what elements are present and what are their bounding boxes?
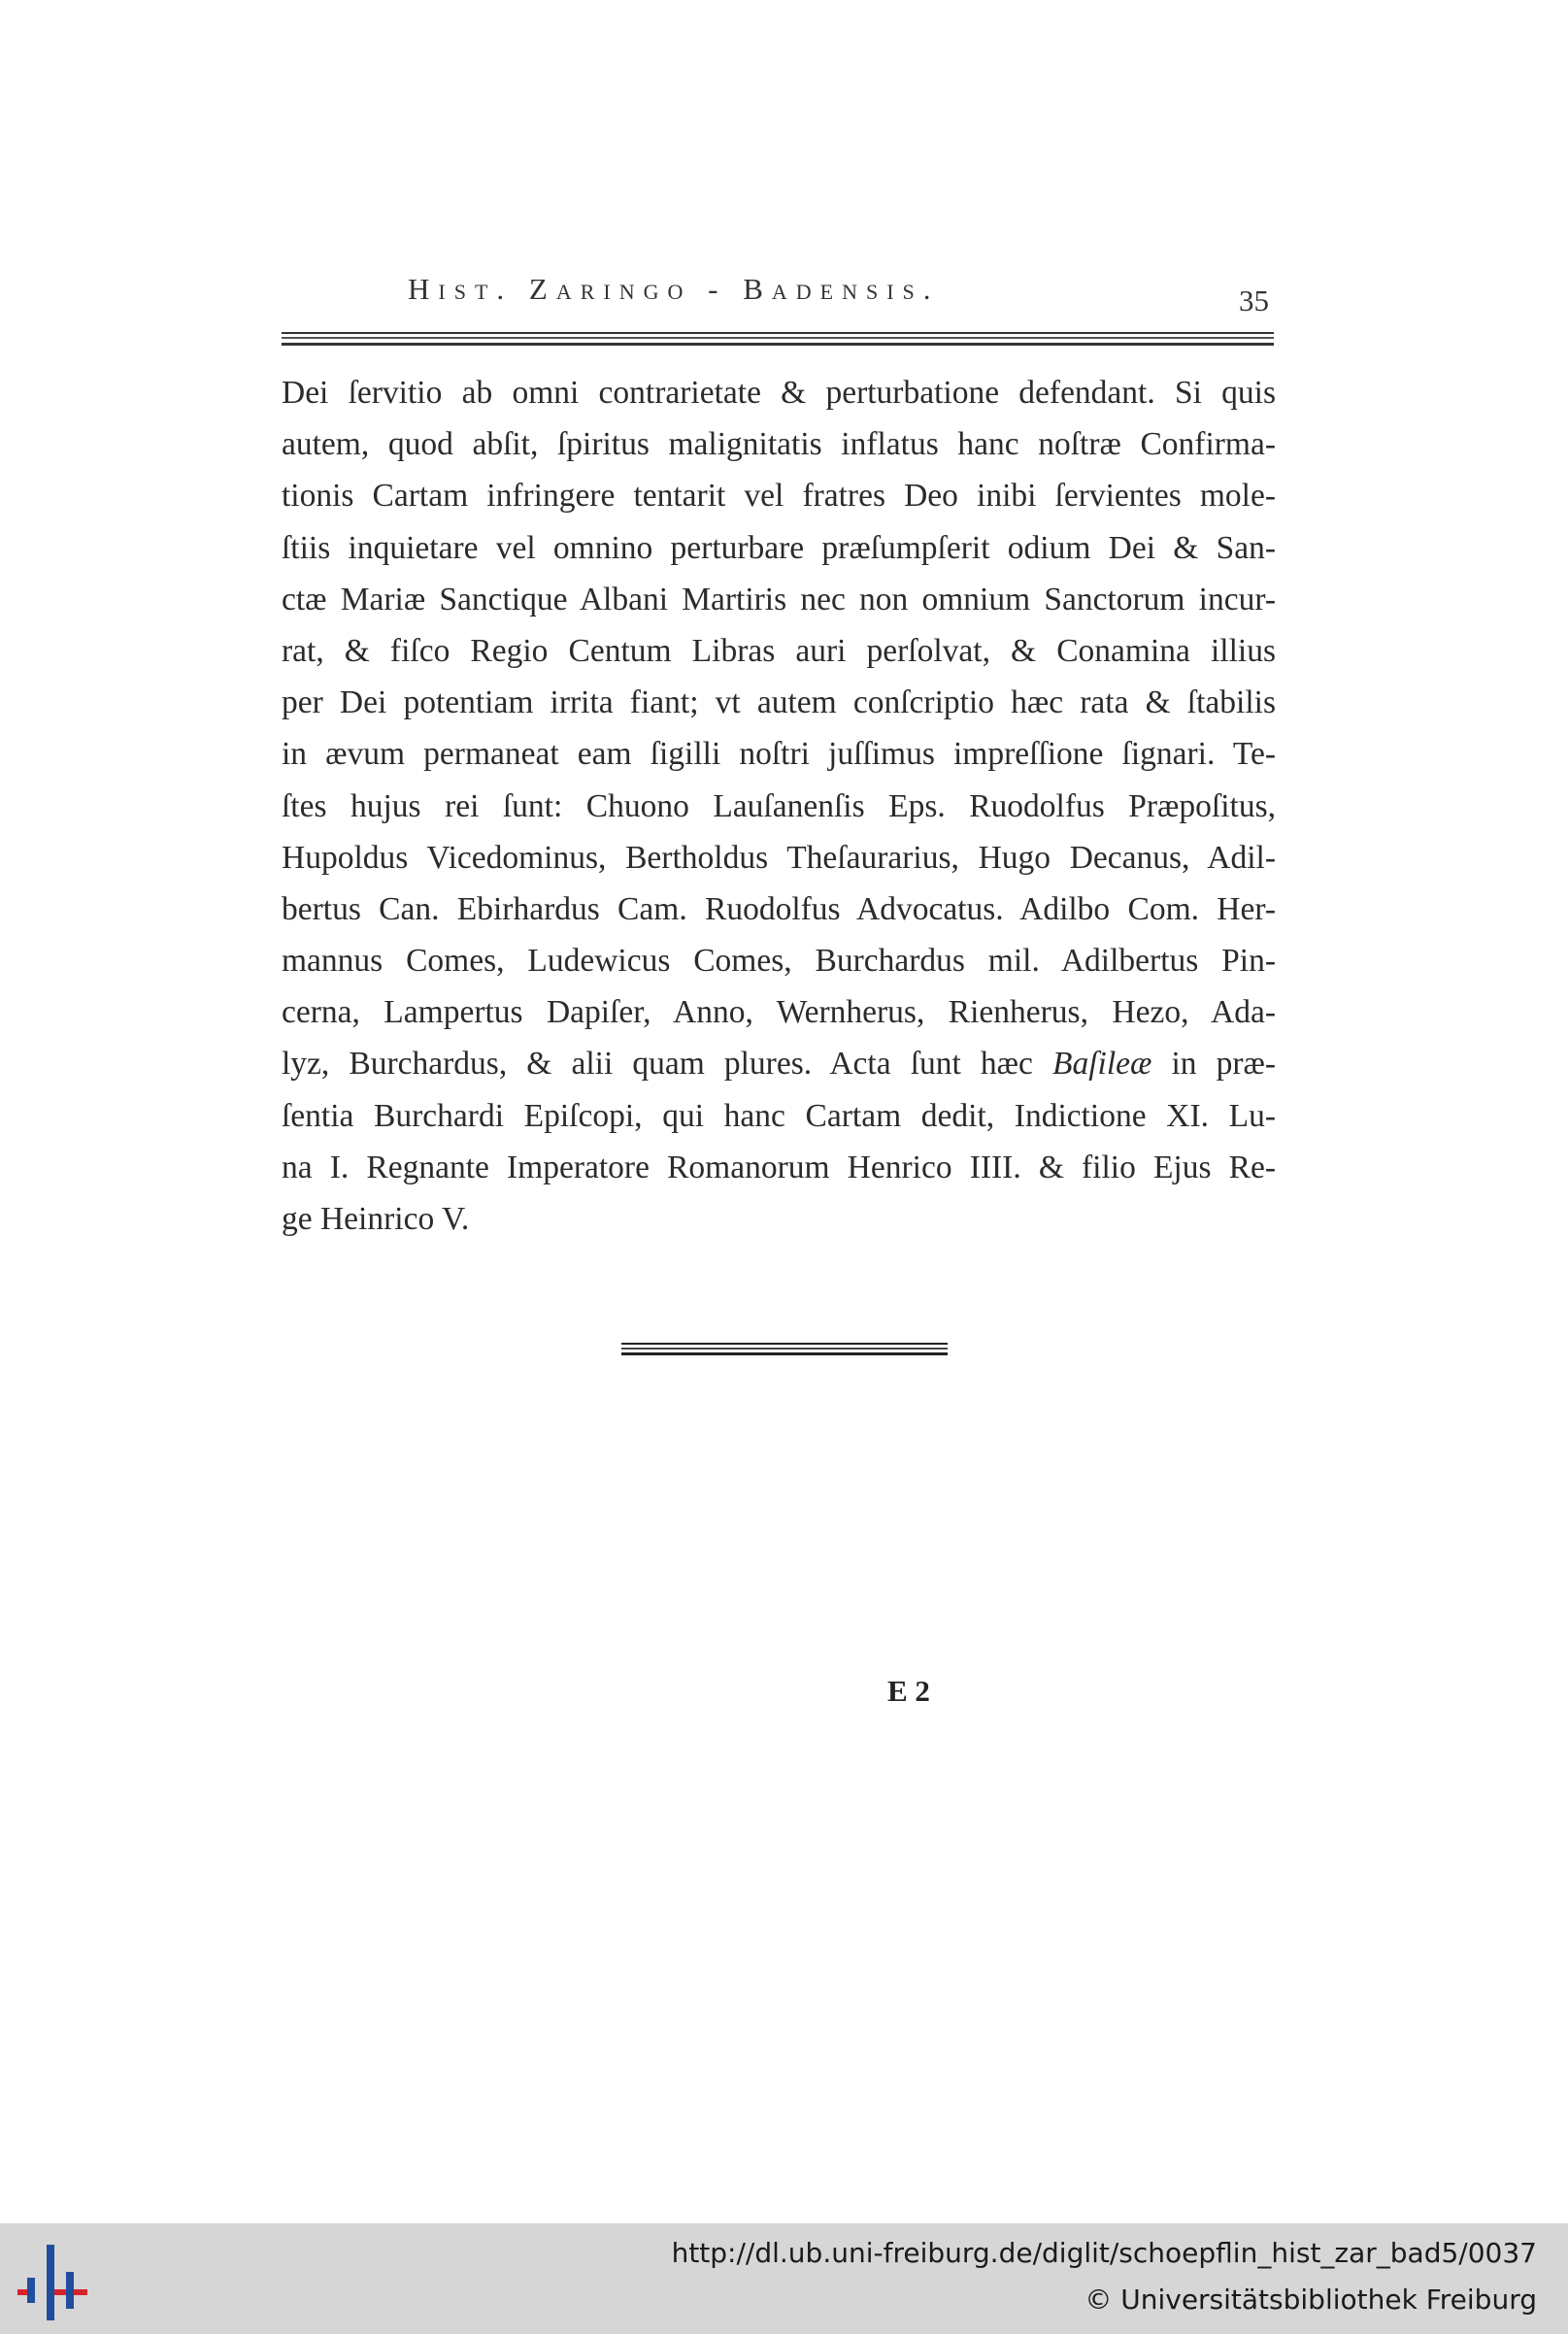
end-rule <box>621 1343 948 1358</box>
text-line: per Dei potentiam irrita fiant; vt autem conſcriptio hæc rata & ſtabilis <box>282 684 1276 721</box>
text-line: mannus Comes, Ludewicus Comes, Burchardus mil. Adilbertus Pin- <box>282 943 1276 980</box>
running-head <box>408 272 1282 320</box>
text-line-with-italic <box>282 1038 1276 1089</box>
text-line: ge Heinrico V. <box>282 1201 470 1237</box>
footer-bar <box>0 2223 1568 2334</box>
page-number: 35 <box>1239 283 1269 317</box>
text-segment: in præ- <box>1171 1046 1277 1083</box>
body-text <box>282 367 1276 1245</box>
signature-mark: E 2 <box>887 1674 930 1708</box>
text-line: bertus Can. Ebirhardus Cam. Ruodolfus Advocatus. Adilbo Com. Her- <box>282 890 1276 927</box>
running-title: Hist. Zaringo - Badensis. <box>408 272 940 306</box>
italic-place-name: Baſileæ <box>1052 1046 1152 1083</box>
text-line: in ævum permaneat eam ſigilli noſtri juſſimus impreſſione ſignari. Te- <box>282 736 1276 773</box>
text-line: Hupoldus Vicedominus, Bertholdus Theſaurarius, Hugo Decanus, Adil- <box>282 839 1276 876</box>
text-line: tionis Cartam infringere tentarit vel fratres Deo inibi ſervientes mole- <box>282 478 1276 515</box>
text-line: ſentia Burchardi Epiſcopi, qui hanc Cartam dedit, Indictione XI. Lu- <box>282 1097 1276 1134</box>
copyright-notice: © Universitätsbibliothek Freiburg <box>1084 2284 1537 2316</box>
ub-freiburg-logo-icon <box>17 2243 99 2324</box>
text-line: Dei ſervitio ab omni contrarietate & perturbatione defendant. Si quis <box>282 375 1276 411</box>
text-segment: lyz, Burchardus, & alii quam plures. Acta ſunt hæc <box>282 1046 1033 1083</box>
text-line: cerna, Lampertus Dapiſer, Anno, Wernherus, Rienherus, Hezo, Ada- <box>282 994 1276 1031</box>
text-line: rat, & fiſco Regio Centum Libras auri perſolvat, & Conamina illius <box>282 632 1276 669</box>
text-line: ſtiis inquietare vel omnino perturbare præſumpſerit odium Dei & San- <box>282 529 1276 566</box>
text-line: ctæ Mariæ Sanctique Albani Martiris nec non omnium Sanctorum incur- <box>282 581 1276 617</box>
text-line: ſtes hujus rei ſunt: Chuono Lauſanenſis Eps. Ruodolfus Præpoſitus, <box>282 787 1276 824</box>
text-line: autem, quod abſit, ſpiritus malignitatis inflatus hanc noſtræ Confirma- <box>282 426 1276 463</box>
text-line: na I. Regnante Imperatore Romanorum Henrico IIII. & filio Ejus Re- <box>282 1149 1276 1185</box>
source-url-link[interactable]: http://dl.ub.uni-freiburg.de/diglit/schoepflin_hist_zar_bad5/0037 <box>671 2237 1537 2269</box>
header-rule <box>282 332 1274 351</box>
